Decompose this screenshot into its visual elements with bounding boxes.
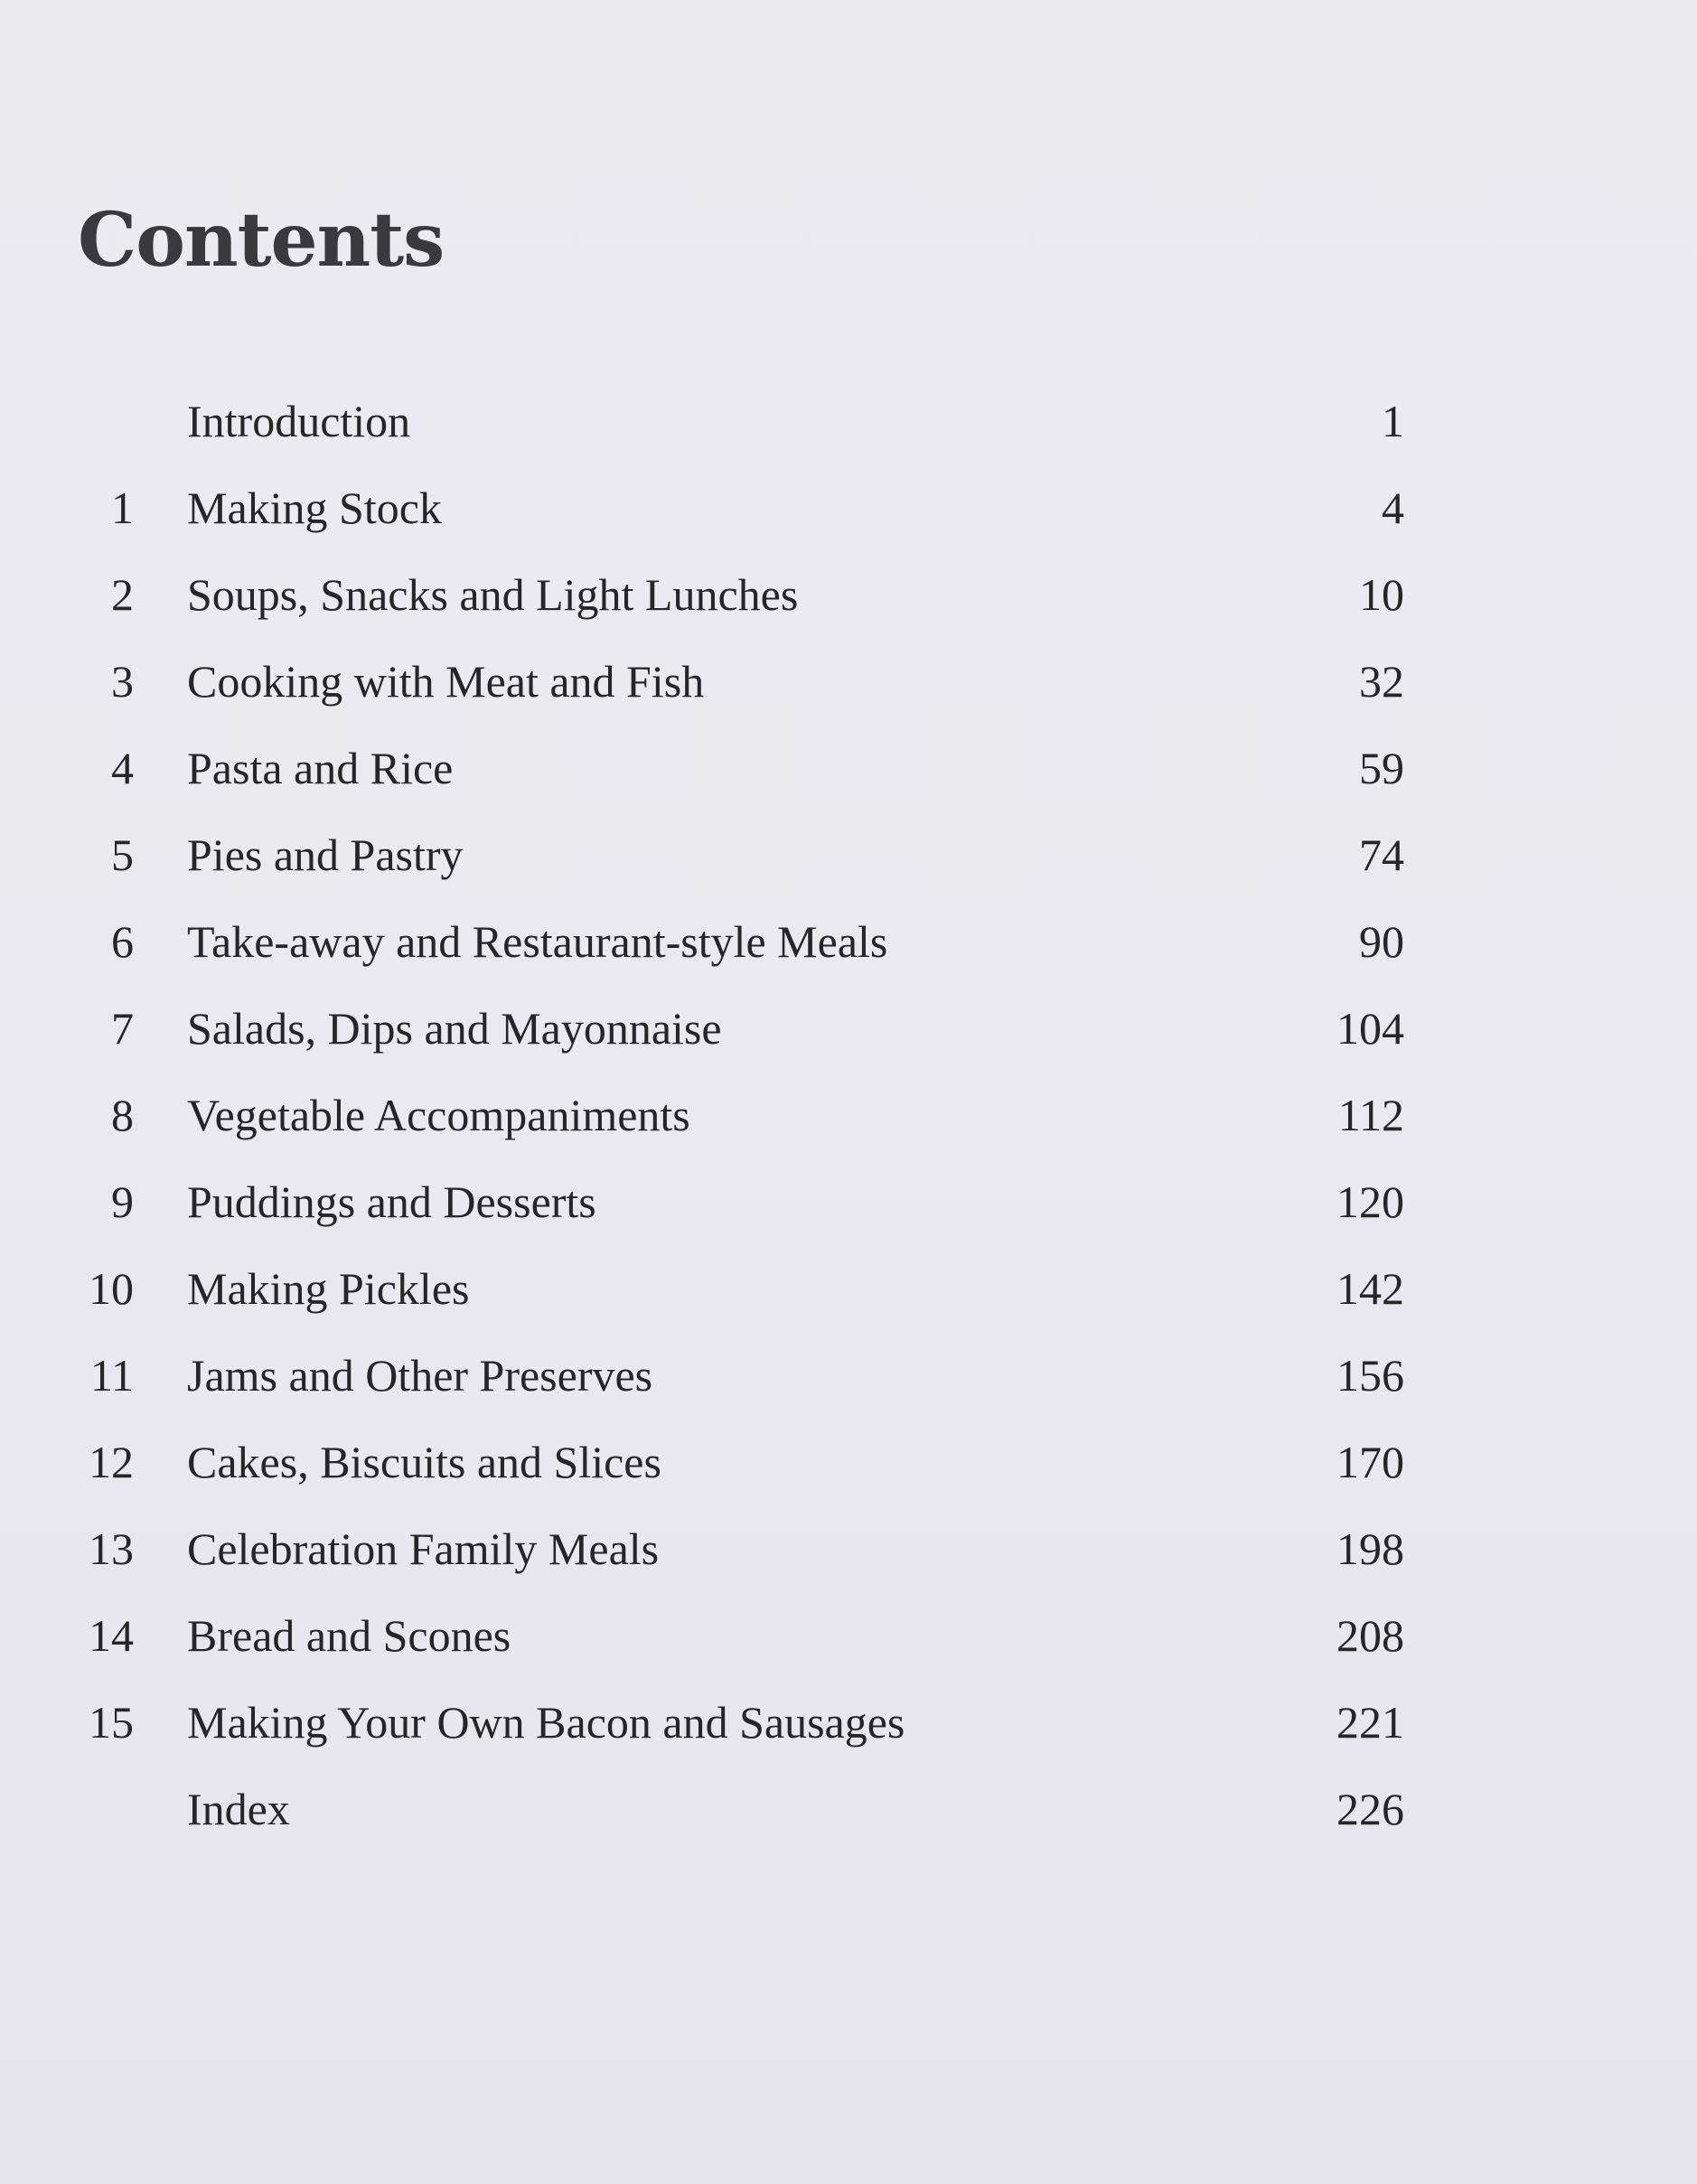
chapter-title: Making Stock — [187, 483, 442, 533]
chapter-title: Cakes, Biscuits and Slices — [187, 1437, 661, 1487]
toc-entry-introduction[interactable] — [0, 378, 1697, 464]
page-title: Contents — [78, 197, 445, 284]
page-number: 142 — [1336, 1263, 1404, 1314]
chapter-title: Making Pickles — [187, 1263, 470, 1314]
chapter-number: 11 — [89, 1350, 134, 1401]
toc-entry[interactable] — [0, 551, 1697, 638]
chapter-title: Bread and Scones — [187, 1610, 511, 1661]
page-number: 208 — [1336, 1610, 1404, 1661]
toc-entry[interactable] — [0, 985, 1697, 1072]
toc-entry[interactable] — [0, 1158, 1697, 1245]
chapter-title: Pasta and Rice — [187, 743, 454, 793]
chapter-title: Vegetable Accompaniments — [187, 1090, 690, 1140]
chapter-number: 7 — [111, 1003, 134, 1054]
page-number: 198 — [1336, 1523, 1404, 1574]
page-number: 120 — [1336, 1176, 1404, 1227]
chapter-number: 10 — [89, 1263, 134, 1314]
page-number: 4 — [1382, 483, 1404, 533]
chapter-number: 14 — [89, 1610, 134, 1661]
chapter-title: Introduction — [187, 396, 411, 446]
chapter-number: 1 — [111, 483, 134, 533]
toc-entry[interactable] — [0, 1679, 1697, 1766]
page-number: 221 — [1336, 1697, 1404, 1748]
table-of-contents — [0, 378, 1697, 1852]
page-number: 59 — [1359, 743, 1404, 793]
toc-entry[interactable] — [0, 464, 1697, 551]
toc-entry[interactable] — [0, 1592, 1697, 1679]
chapter-title: Making Your Own Bacon and Sausages — [187, 1697, 905, 1748]
toc-entry[interactable] — [0, 1505, 1697, 1592]
toc-entry[interactable] — [0, 811, 1697, 898]
chapter-title: Soups, Snacks and Light Lunches — [187, 569, 799, 620]
toc-entry[interactable] — [0, 638, 1697, 725]
page-number: 112 — [1337, 1090, 1404, 1140]
chapter-number: 13 — [89, 1523, 134, 1574]
page-number: 170 — [1336, 1437, 1404, 1487]
chapter-title: Take-away and Restaurant-style Meals — [187, 916, 888, 967]
page-number: 104 — [1336, 1003, 1404, 1054]
chapter-title: Index — [187, 1784, 290, 1834]
toc-entry[interactable] — [0, 1245, 1697, 1332]
chapter-title: Pies and Pastry — [187, 830, 464, 880]
toc-entry[interactable] — [0, 725, 1697, 811]
page-number: 10 — [1359, 569, 1404, 620]
chapter-title: Cooking with Meat and Fish — [187, 656, 705, 707]
chapter-number: 9 — [111, 1176, 134, 1227]
page-number: 32 — [1359, 656, 1404, 707]
toc-entry[interactable] — [0, 1419, 1697, 1505]
toc-entry[interactable] — [0, 898, 1697, 985]
chapter-number: 2 — [111, 569, 134, 620]
chapter-title: Salads, Dips and Mayonnaise — [187, 1003, 722, 1054]
page-number: 90 — [1359, 916, 1404, 967]
toc-entry[interactable] — [0, 1072, 1697, 1158]
toc-entry-index[interactable] — [0, 1766, 1697, 1852]
page-number: 1 — [1382, 396, 1404, 446]
chapter-number: 12 — [89, 1437, 134, 1487]
page-number: 156 — [1336, 1350, 1404, 1401]
toc-entry[interactable] — [0, 1332, 1697, 1419]
page-number: 226 — [1336, 1784, 1404, 1834]
chapter-number: 5 — [111, 830, 134, 880]
chapter-number: 15 — [89, 1697, 134, 1748]
chapter-title: Jams and Other Preserves — [187, 1350, 653, 1401]
chapter-number: 3 — [111, 656, 134, 707]
chapter-title: Puddings and Desserts — [187, 1176, 596, 1227]
page-number: 74 — [1359, 830, 1404, 880]
chapter-number: 6 — [111, 916, 134, 967]
chapter-number: 8 — [111, 1090, 134, 1140]
chapter-title: Celebration Family Meals — [187, 1523, 660, 1574]
chapter-number: 4 — [111, 743, 134, 793]
